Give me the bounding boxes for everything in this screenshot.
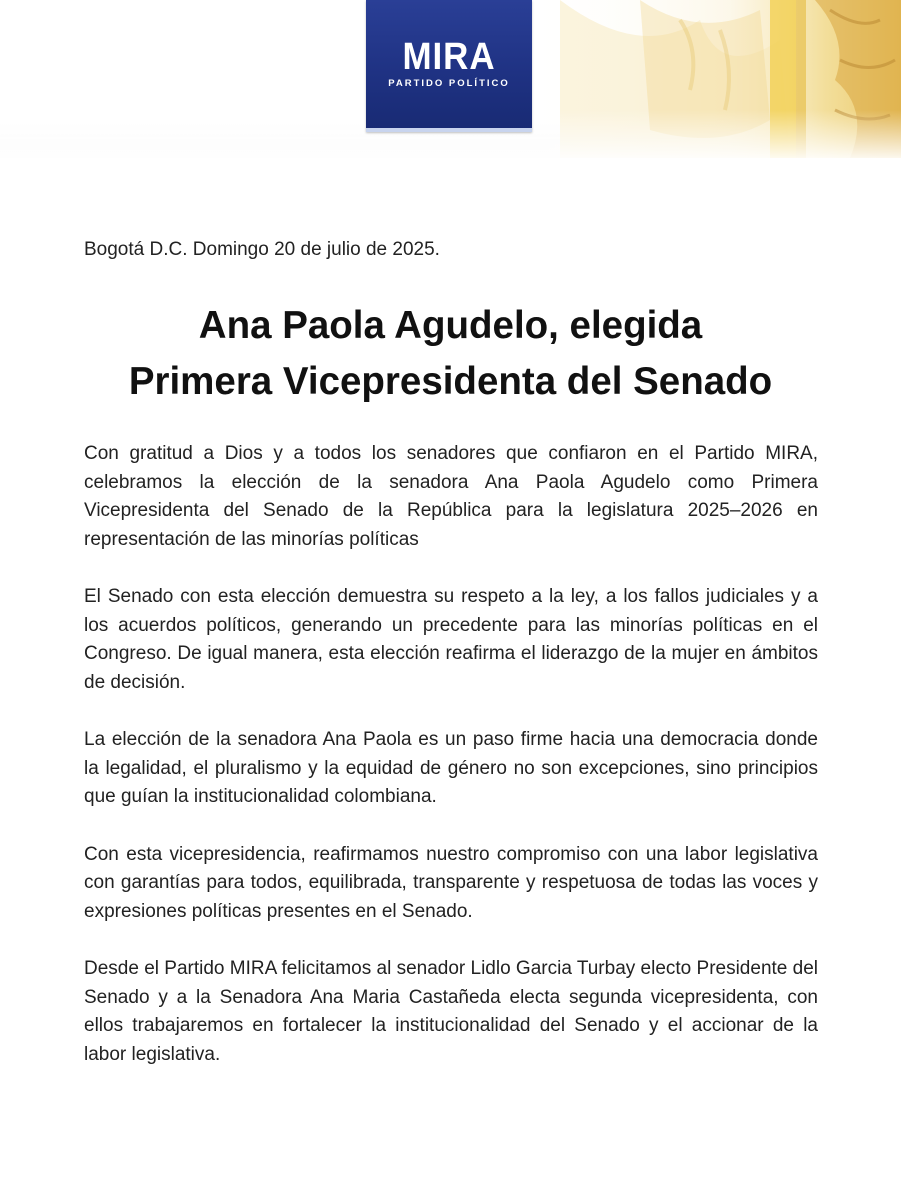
title-line-2: Primera Vicepresidenta del Senado — [128, 360, 773, 403]
date-line: Bogotá D.C. Domingo 20 de julio de 2025. — [84, 239, 440, 260]
body-paragraph-3: La elección de la senadora Ana Paola es un paso firme hacia una democracia donde la legalidad, el pluralismo y la equidad de género no son excepciones, sino principios que guían la institucionalidad colombiana. — [84, 729, 818, 807]
letterhead-banner — [0, 0, 901, 158]
logo-underline — [366, 128, 532, 132]
body-paragraph-4: Con esta vicepresidencia, reafirmamos nuestro compromiso con una labor legislativa con garantías para todos, equilibrada, transparente y respetuosa de todas las voces y expresiones políticas presentes en el Senado. — [84, 843, 818, 922]
logo-subtitle: PARTIDO POLÍTICO — [388, 78, 510, 89]
mira-logo — [366, 0, 532, 132]
body-paragraph-5: Desde el Partido MIRA felicitamos al senador Lidlo Garcia Turbay electo Presidente del Senado y a la Senadora Ana Maria Castañeda electa segunda vicepresidenta, con ellos trabajaremos en fortalecer la institucionalidad del Senado y el accionar de la labor legislativa. — [84, 958, 818, 1065]
press-release-title — [60, 298, 841, 410]
press-release-body — [84, 440, 818, 1098]
logo-name: MIRA — [402, 36, 496, 78]
title-line-1: Ana Paola Agudelo, elegida — [198, 304, 703, 347]
body-paragraph-2: El Senado con esta elección demuestra su respeto a la ley, a los fallos judiciales y a los acuerdos políticos, generando un precedente para las minorías políticas en el Congreso. De igual manera, esta elección reafirma el liderazgo de la mujer en ámbitos de decisión. — [84, 586, 818, 693]
body-paragraph-1: Con gratitud a Dios y a todos los senadores que confiaron en el Partido MIRA, celebramos la elección de la senadora Ana Paola Agudelo como Primera Vicepresidenta del Senado de la República para la legislatura 2025–2026 en representación de las minorías políticas — [84, 443, 818, 550]
